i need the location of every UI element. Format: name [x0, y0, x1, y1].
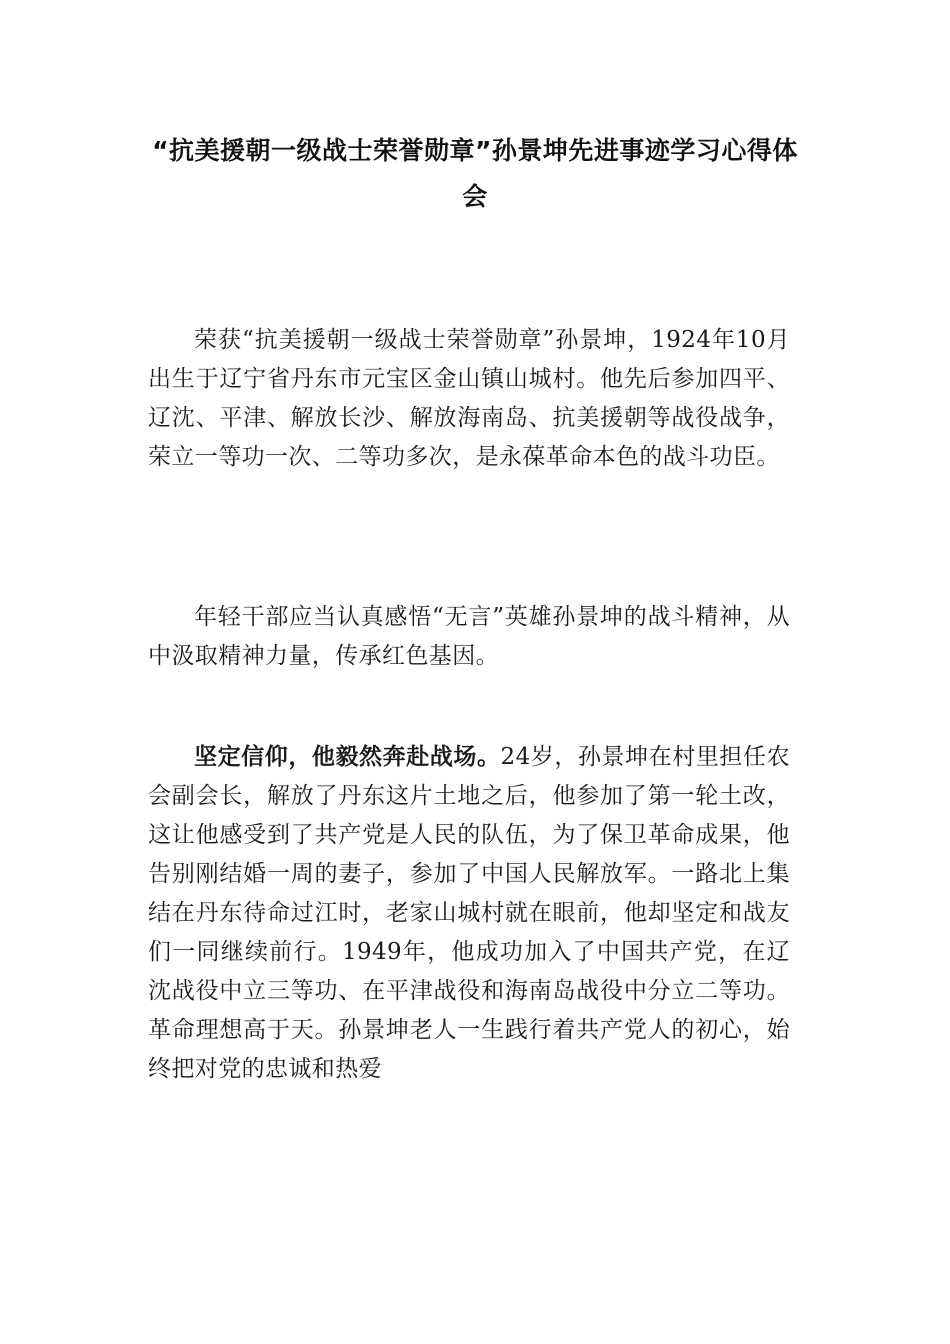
paragraph-2-text: 年轻干部应当认真感悟“无言”英雄孙景坤的战斗精神，从中汲取精神力量，传承红色基因。 — [148, 604, 790, 669]
paragraph-3-text: 24岁，孙景坤在村里担任农会副会长，解放了丹东这片土地之后，他参加了第一轮土改，这让他感受到了共产党是人民的队伍，为了保卫革命成果，他告别刚结婚一周的妻子，参加了中国人民解放军。一路北上集结在丹东待命过江时，老家山城村就在眼前，他却坚定和战友们一同继续前行。1949年，他成功加入了中国共产党，在辽沈战役中立三等功、在平津战役和海南岛战役中分立二等功。革命理想高于天。孙景坤老人一生践行着共产党人的初心，始终把对党的忠诚和热爱 — [148, 744, 790, 1082]
paragraph-2 — [148, 598, 790, 676]
paragraph-3-lead: 坚定信仰，他毅然奔赴战场。 — [194, 744, 501, 770]
paragraph-1 — [148, 321, 790, 477]
paragraph-3 — [148, 738, 790, 1089]
paragraph-1-text: 荣获“抗美援朝一级战士荣誉勋章”孙景坤，1924年10月出生于辽宁省丹东市元宝区金山镇山城村。他先后参加四平、辽沈、平津、解放长沙、解放海南岛、抗美援朝等战役战争，荣立一等功一次、二等功多次，是永葆革命本色的战斗功臣。 — [148, 327, 790, 470]
document-title: “抗美援朝一级战士荣誉勋章”孙景坤先进事迹学习心得体会 — [152, 136, 798, 211]
